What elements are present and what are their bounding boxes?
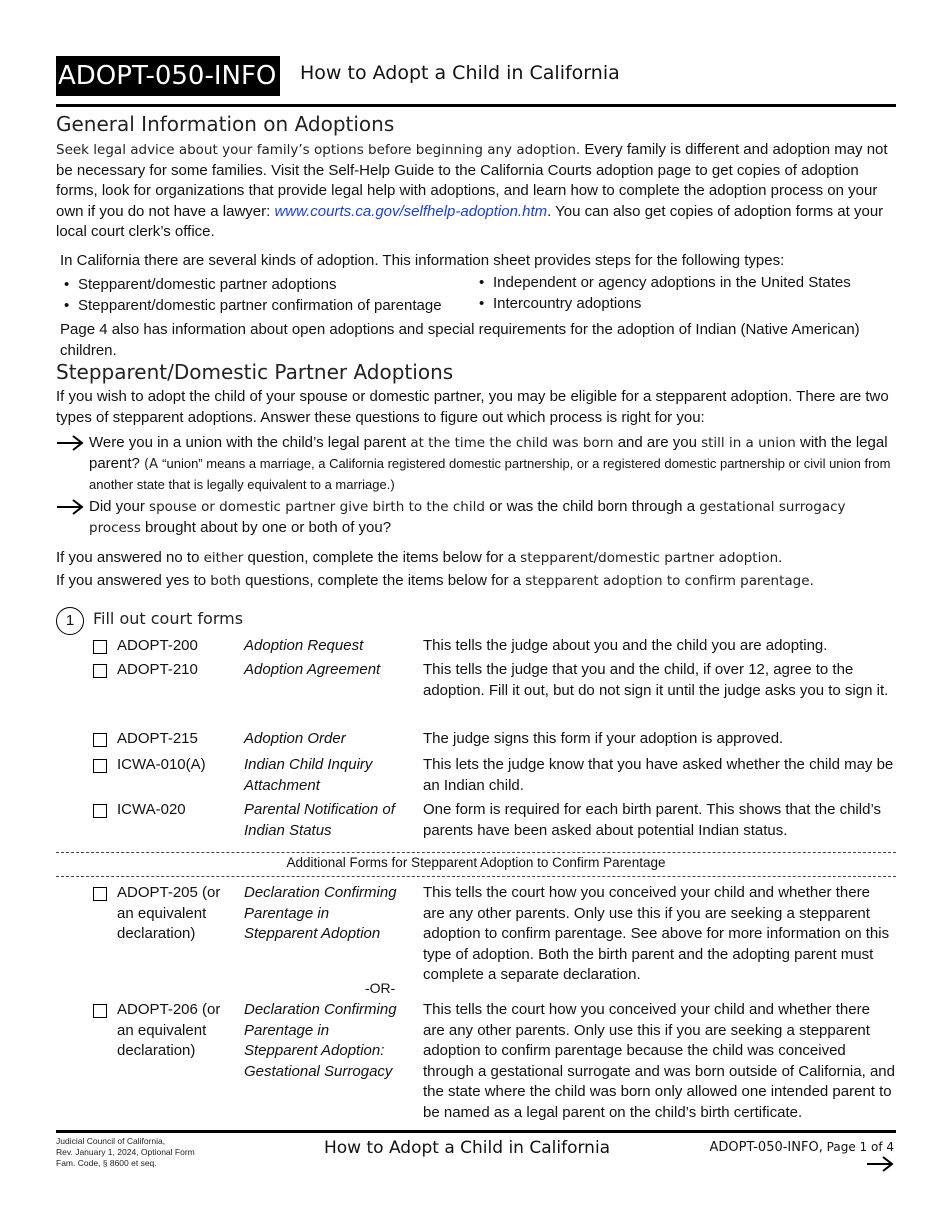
ans-emphasis: stepparent/domestic partner adoption xyxy=(520,550,779,566)
adoption-types-right xyxy=(475,272,851,314)
form-number: ADOPT-210 xyxy=(117,661,198,678)
ans-part: . xyxy=(778,549,783,566)
q1-emphasis: still in a union xyxy=(701,435,796,451)
ans-part: question, complete the items below for a xyxy=(243,549,521,566)
form-name: Declaration Confirming Parentage in Stepparent Adoption: Gestational Surrogacy xyxy=(244,1001,397,1080)
list-item: • Stepparent/domestic partner adoptions xyxy=(60,274,442,295)
list-item: • Intercountry adoptions xyxy=(475,293,851,314)
q2-part: Did your xyxy=(89,498,150,515)
footer-line: Fam. Code, § 8600 et seq. xyxy=(56,1158,157,1168)
form-description: This lets the judge know that you have asked whether the child may be an Indian child. xyxy=(423,756,894,794)
footer-line: Rev. January 1, 2024, Optional Form xyxy=(56,1147,195,1157)
form-name: Declaration Confirming Parentage in Stepparent Adoption xyxy=(244,884,397,942)
form-name: Parental Notification of Indian Status xyxy=(244,801,395,839)
step-number: 1 xyxy=(56,607,84,635)
footer-page-info xyxy=(710,1140,894,1155)
stepparent-intro: If you wish to adopt the child of your spouse or domestic partner, you may be eligible for a stepparent adoption. There are two types of stepparent adoptions. Answer these questions to figure out which process is right for you: xyxy=(56,388,889,426)
form-checkbox[interactable] xyxy=(93,804,107,818)
kinds-paragraph: In California there are several kinds of adoption. This information sheet provides steps for the following types: xyxy=(60,252,785,269)
footer-line: Judicial Council of California, xyxy=(56,1136,166,1146)
form-checkbox[interactable] xyxy=(93,664,107,678)
general-lead: Seek legal advice about your family’s options before beginning any adoption. xyxy=(56,142,581,158)
general-paragraph xyxy=(56,140,896,243)
form-checkbox[interactable] xyxy=(93,759,107,773)
form-description: One form is required for each birth parent. This shows that the child’s parents have been asked about potential Indian status. xyxy=(423,801,882,839)
form-name: Adoption Request xyxy=(244,637,364,654)
q1-note: “union” means a marriage, a California registered domestic partnership, or a registered domestic partnership or civil union from another state that is legally equivalent to a marriage.) xyxy=(89,455,891,492)
form-name: Adoption Order xyxy=(244,730,346,747)
form-number: ADOPT-215 xyxy=(117,730,198,747)
form-number: ICWA-020 xyxy=(117,801,186,818)
form-id-badge: ADOPT-050-INFO xyxy=(56,56,280,96)
additional-forms-heading: Additional Forms for Stepparent Adoption to Confirm Parentage xyxy=(286,855,666,870)
page-number: Page 1 of 4 xyxy=(822,1140,894,1154)
q2-emphasis: spouse or domestic partner give birth to the child xyxy=(149,499,485,515)
footer-form-id: ADOPT-050-INFO, xyxy=(709,1140,823,1155)
stepparent-heading: Stepparent/Domestic Partner Adoptions xyxy=(56,360,454,384)
page4-note: Page 4 also has information about open adoptions and special requirements for the adoption of Indian (Native American) children. xyxy=(60,321,860,359)
or-separator: -OR- xyxy=(365,980,396,996)
q2-part: or was the child born through a xyxy=(484,498,700,515)
answer-yes xyxy=(56,571,896,592)
form-description: This tells the court how you conceived your child and whether there are any other parents. Only use this if you are seeking a stepparent adoption to confirm parentage because the child was conceived through a gestational surrogate and was born outside of California, and the state where the child was born only allowed one intended parent to be named as a legal parent on the child’s birth certificate. xyxy=(423,1001,895,1121)
ans-part: If you answered no to xyxy=(56,549,204,566)
footer-citation xyxy=(56,1136,195,1169)
form-number: ADOPT-206 (or an equivalent declaration) xyxy=(117,1001,221,1059)
ans-part: questions, complete the items below for a xyxy=(240,572,526,589)
form-description: The judge signs this form if your adoption is approved. xyxy=(423,730,784,747)
form-description: This tells the court how you conceived your child and whether there are any other parents. Only use this if you are seeking a stepparent adoption to confirm parentage. See above for more information on this type of adoption. Both the birth parent and the adopting parent must complete a separate declaration. xyxy=(423,884,890,983)
q1-note-open: (A xyxy=(144,456,163,472)
ans-emphasis: either xyxy=(203,550,244,566)
footer-title: How to Adopt a Child in California xyxy=(324,1138,611,1158)
ans-part: If you answered yes to xyxy=(56,572,211,589)
arrow-right-icon xyxy=(56,499,84,515)
divider xyxy=(56,852,896,853)
form-checkbox[interactable] xyxy=(93,1004,107,1018)
q2-part: brought about by one or both of you? xyxy=(140,518,392,536)
form-checkbox[interactable] xyxy=(93,640,107,654)
arrow-right-icon xyxy=(56,435,84,451)
form-description: This tells the judge that you and the child, if over 12, agree to the adoption. Fill it out, but do not sign it until the judge asks you to sign it. xyxy=(423,661,889,699)
form-number: ADOPT-205 (or an equivalent declaration) xyxy=(117,884,221,942)
page-header xyxy=(56,56,896,100)
ans-emphasis: both xyxy=(210,573,241,589)
q2-emphasis: gestational surrogacy process xyxy=(89,499,846,536)
question-2-text xyxy=(89,497,896,538)
divider xyxy=(56,876,896,877)
q1-part: with the legal parent? xyxy=(89,434,888,472)
general-heading: General Information on Adoptions xyxy=(56,112,395,136)
list-item: • Stepparent/domestic partner confirmation of parentage xyxy=(60,295,442,316)
q1-emphasis: at the time the child was born xyxy=(410,435,614,451)
form-checkbox[interactable] xyxy=(93,733,107,747)
form-number: ADOPT-200 xyxy=(117,637,198,654)
form-description: This tells the judge about you and the child you are adopting. xyxy=(423,637,828,654)
header-rule xyxy=(56,104,896,107)
general-tail: . You can also get copies of adoption forms at your local court clerk’s office. xyxy=(56,202,884,240)
q1-part: and are you xyxy=(613,434,702,451)
form-number: ICWA-010(A) xyxy=(117,756,206,773)
header-title: How to Adopt a Child in California xyxy=(300,62,620,84)
form-name: Indian Child Inquiry Attachment xyxy=(244,756,373,794)
form-name: Adoption Agreement xyxy=(244,661,381,678)
general-body: Every family is different and adoption may not be necessary for some families. Visit the Self-Help Guide to the California Courts adoption page to get copies of adoption forms, look for organizations that provide legal help with adoptions, and learn how to complete the adoption process on your own if you do not have a lawyer: xyxy=(56,141,888,220)
ans-part: . xyxy=(809,572,814,589)
next-page-arrow-icon xyxy=(866,1156,894,1172)
q1-part: Were you in a union with the child’s legal parent xyxy=(89,434,411,451)
step-label: Fill out court forms xyxy=(93,609,244,628)
selfhelp-link[interactable]: www.courts.ca.gov/selfhelp-adoption.htm xyxy=(274,202,548,220)
question-1-text xyxy=(89,433,896,496)
list-item: • Independent or agency adoptions in the United States xyxy=(475,272,851,293)
form-checkbox[interactable] xyxy=(93,887,107,901)
ans-emphasis: stepparent adoption to confirm parentage xyxy=(525,573,810,589)
adoption-types-left xyxy=(60,274,442,316)
footer-rule xyxy=(56,1130,896,1133)
answer-no xyxy=(56,548,896,569)
